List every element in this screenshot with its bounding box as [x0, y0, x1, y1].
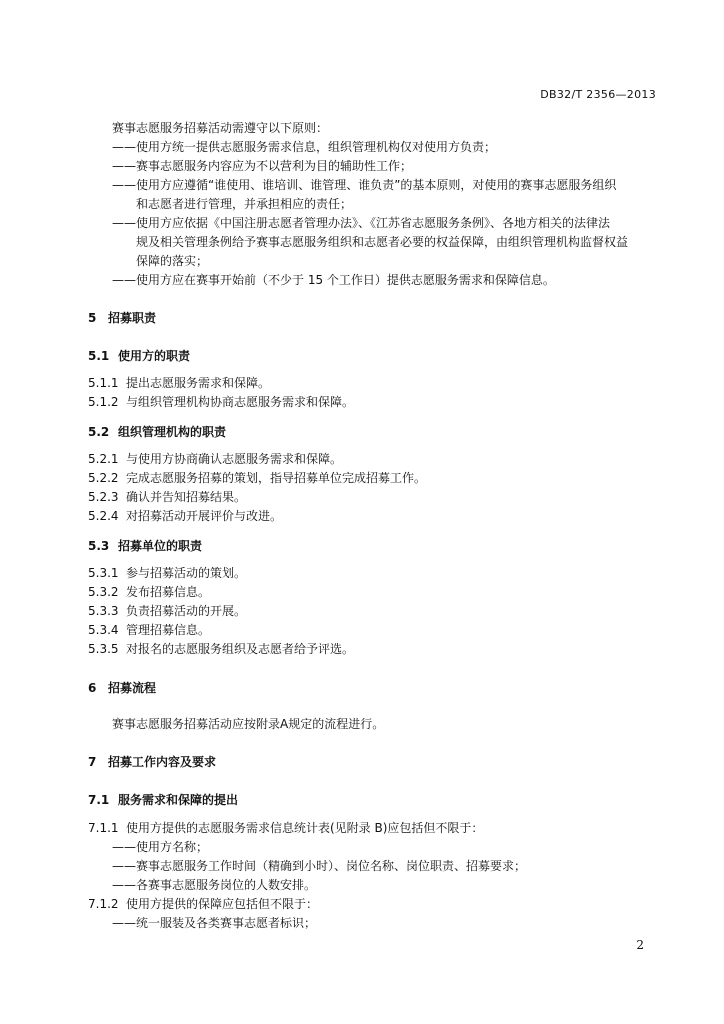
clause-5-3-1: [88, 565, 246, 581]
clause-7-1-2-item: ——统一服装及各类赛事志愿者标识；: [112, 916, 317, 930]
section-title: 使用方的职责: [118, 349, 191, 363]
section-number: 5.1: [88, 349, 110, 363]
clause-text: 与组织管理机构协商志愿服务需求和保障。: [126, 395, 355, 409]
intro-item: ——使用方应依据《中国注册志愿者管理办法》、《江苏省志愿服务条例》、各地方相关的法律法: [112, 216, 611, 230]
clause-5-3-2: [88, 584, 210, 600]
intro-lead: 赛事志愿服务招募活动需遵守以下原则：: [112, 121, 329, 135]
section-heading-5-3: [88, 538, 202, 554]
section-heading-7: [88, 754, 216, 770]
section-number: 5.2: [88, 425, 110, 439]
clause-text: 管理招募信息。: [126, 623, 211, 637]
clause-5-1-1: [88, 375, 270, 391]
clause-5-3-3: [88, 603, 246, 619]
clause-number: 5.2.1: [88, 452, 119, 466]
clause-number: 5.2.2: [88, 471, 119, 485]
intro-item: ——使用方应遵循“谁使用、谁培训、谁管理、谁负责”的基本原则，对使用的赛事志愿服务组织: [112, 178, 617, 192]
clause-5-1-2: [88, 394, 354, 410]
clause-5-2-4: [88, 508, 282, 524]
section-6-body: 赛事志愿服务招募活动应按附录A规定的流程进行。: [112, 717, 385, 731]
clause-number: 5.2.3: [88, 490, 119, 504]
intro-item: ——使用方统一提供志愿服务需求信息，组织管理机构仅对使用方负责；: [112, 140, 497, 154]
clause-number: 5.1.2: [88, 395, 119, 409]
clause-text: 提出志愿服务需求和保障。: [126, 376, 271, 390]
clause-text: 使用方提供的志愿服务需求信息统计表(见附录 B)应包括但不限于：: [126, 821, 484, 835]
clause-5-3-5: [88, 641, 354, 657]
section-heading-5: [88, 310, 156, 326]
intro-item: ——赛事志愿服务内容应为不以营利为目的辅助性工作；: [112, 159, 413, 173]
page-number: 2: [636, 938, 644, 952]
clause-number: 5.1.1: [88, 376, 119, 390]
section-title: 招募职责: [108, 311, 157, 325]
clause-number: 7.1.1: [88, 821, 119, 835]
standard-code-header: DB32/T 2356—2013: [540, 88, 656, 101]
section-number: 5.3: [88, 539, 110, 553]
clause-text: 发布招募信息。: [126, 585, 211, 599]
clause-text: 负责招募活动的开展。: [126, 604, 247, 618]
clause-number: 5.2.4: [88, 509, 119, 523]
section-title: 招募工作内容及要求: [108, 755, 217, 769]
section-title: 招募流程: [108, 681, 157, 695]
section-number: 7.1: [88, 793, 110, 807]
clause-7-1-1: [88, 820, 483, 836]
clause-number: 7.1.2: [88, 897, 119, 911]
clause-7-1-2: [88, 896, 318, 912]
clause-5-2-2: [88, 470, 426, 486]
clause-text: 完成志愿服务招募的策划，指导招募单位完成招募工作。: [126, 471, 427, 485]
intro-item-continuation: 和志愿者进行管理，并承担相应的责任；: [136, 197, 353, 211]
section-heading-5-1: [88, 348, 190, 364]
clause-number: 5.3.1: [88, 566, 119, 580]
clause-number: 5.3.4: [88, 623, 119, 637]
section-title: 组织管理机构的职责: [118, 425, 227, 439]
clause-text: 对招募活动开展评价与改进。: [126, 509, 283, 523]
section-number: 7: [88, 755, 97, 769]
clause-number: 5.3.3: [88, 604, 119, 618]
clause-text: 确认并告知招募结果。: [126, 490, 247, 504]
section-number: 5: [88, 311, 97, 325]
section-heading-5-2: [88, 424, 226, 440]
section-number: 6: [88, 681, 97, 695]
clause-7-1-1-item: ——各赛事志愿服务岗位的人数安排。: [112, 878, 317, 892]
clause-5-3-4: [88, 622, 210, 638]
clause-number: 5.3.5: [88, 642, 119, 656]
section-heading-7-1: [88, 792, 238, 808]
clause-text: 使用方提供的保障应包括但不限于：: [126, 897, 319, 911]
clause-text: 与使用方协商确认志愿服务需求和保障。: [126, 452, 343, 466]
clause-5-2-3: [88, 489, 246, 505]
intro-item-continuation: 规及相关管理条例给予赛事志愿服务组织和志愿者必要的权益保障，由组织管理机构监督权益: [136, 235, 629, 249]
section-title: 服务需求和保障的提出: [118, 793, 239, 807]
clause-text: 对报名的志愿服务组织及志愿者给予评选。: [126, 642, 355, 656]
clause-5-2-1: [88, 451, 342, 467]
clause-text: 参与招募活动的策划。: [126, 566, 247, 580]
section-title: 招募单位的职责: [118, 539, 203, 553]
clause-number: 5.3.2: [88, 585, 119, 599]
clause-7-1-1-item: ——赛事志愿服务工作时间（精确到小时）、岗位名称、岗位职责、招募要求；: [112, 859, 527, 873]
intro-item-continuation: 保障的落实；: [136, 254, 209, 268]
intro-item: ——使用方应在赛事开始前（不少于 15 个工作日）提供志愿服务需求和保障信息。: [112, 273, 555, 287]
clause-7-1-1-item: ——使用方名称；: [112, 840, 209, 854]
section-heading-6: [88, 680, 156, 696]
